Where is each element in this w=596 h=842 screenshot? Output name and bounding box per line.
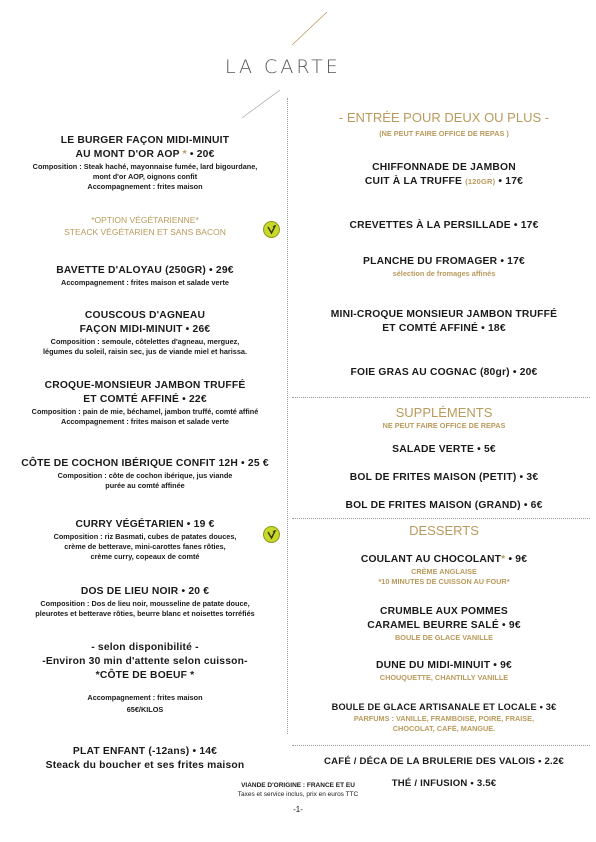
boule-item: [296, 700, 592, 734]
page-number: -1-: [293, 805, 303, 814]
dish-name-line2: FAÇON MIDI-MINUIT • 26€: [79, 324, 211, 335]
dish-name-part: CUIT À LA TRUFFE: [364, 176, 463, 187]
cote-de-boeuf-item: [4, 641, 286, 715]
dish-description: sélection de fromages affinés: [392, 269, 496, 278]
accompaniment: Accompagnement : frites maison: [87, 693, 203, 702]
dish-name: CROQUE-MONSIEUR JAMBON TRUFFÉ: [44, 380, 246, 391]
dish-name: CÔTE DE COCHON IBÉRIQUE CONFIT 12H • 25 €: [21, 458, 269, 469]
croque-item: [4, 379, 286, 427]
dish-description: CHOCOLAT, CAFÉ, MANGUE.: [392, 724, 496, 733]
dish-name-line2: CARAMEL BEURRE SALÉ • 9€: [367, 620, 521, 631]
section-title: DESSERTS: [409, 523, 479, 538]
crevettes-item: [296, 219, 592, 233]
composition: Composition : riz Basmati, cubes de patates douces,: [53, 532, 237, 541]
section-subtitle: NE PEUT FAIRE OFFICE DE REPAS: [382, 421, 506, 430]
composition: crème de betterave, mini-carottes fanes rôties,: [64, 542, 226, 551]
dish-name: BOL DE FRITES MAISON (GRAND) • 6€: [345, 500, 543, 511]
salade-item: [296, 443, 592, 457]
asterisk: *: [182, 149, 187, 160]
accompaniment: Accompagnement : frites maison: [87, 182, 203, 191]
composition: Composition : Steak haché, mayonnaise fumée, lard bigourdane,: [32, 162, 258, 171]
dish-name: MINI-CROQUE MONSIEUR JAMBON TRUFFÉ: [330, 309, 558, 320]
dish-name: *CÔTE DE BOEUF *: [95, 670, 195, 681]
dish-description: PARFUMS : VANILLE, FRAMBOISE, POIRE, FRAISE,: [353, 714, 535, 723]
weight-note: (120GR): [465, 177, 496, 186]
dish-description: BOULE DE GLACE VANILLE: [395, 633, 493, 642]
frites-petit-item: [296, 471, 592, 485]
decorative-diagonal-lines: [240, 10, 340, 120]
composition: Composition : semoule, côtelettes d'agneau, merguez,: [50, 337, 240, 346]
veg-option: [4, 214, 286, 238]
dish-name: COULANT AU CHOCOLANT: [360, 554, 502, 565]
page-title: LA CARTE: [225, 56, 341, 78]
dish-name: THÉ / INFUSION • 3.5€: [391, 778, 497, 789]
origin-note: VIANDE D'ORIGINE : FRANCE ET EU: [241, 782, 355, 789]
curry-item: [4, 518, 286, 562]
composition: crème curry, copeaux de comté: [90, 552, 200, 561]
divider: [292, 745, 590, 746]
couscous-item: [4, 309, 286, 357]
dish-name: DUNE DU MIDI-MINUIT • 9€: [376, 660, 512, 671]
planche-item: [296, 255, 592, 279]
composition: Composition : pain de mie, béchamel, jambon truffé, comté affiné: [31, 407, 259, 416]
dish-description: *10 MINUTES DE CUISSON AU FOUR*: [378, 577, 510, 586]
plat-enfant-item: [4, 745, 286, 773]
composition: purée au comté affinée: [105, 481, 185, 490]
section-subtitle: (NE PEUT FAIRE OFFICE DE REPAS ): [379, 129, 509, 138]
entree-section-title: [296, 110, 592, 139]
dish-name: FOIE GRAS AU COGNAC (80gr) • 20€: [350, 367, 538, 378]
column-divider: [287, 98, 288, 734]
dish-price: • 17€: [498, 176, 524, 187]
mini-croque-item: [296, 308, 592, 336]
dish-name-part: AU MONT D'OR AOP: [75, 149, 180, 160]
cochon-item: [4, 457, 286, 491]
crumble-item: [296, 605, 592, 643]
composition: Composition : Dos de lieu noir, mousseline de patate douce,: [40, 599, 250, 608]
section-title: SUPPLÉMENTS: [395, 405, 493, 420]
dish-description: CHOUQUETTE, CHANTILLY VANILLE: [379, 673, 509, 682]
footer: [180, 781, 416, 814]
burger-item: [4, 134, 286, 192]
dune-item: [296, 659, 592, 683]
dish-name: SALADE VERTE • 5€: [392, 444, 496, 455]
dish-name: PLAT ENFANT (-12ans) • 14€: [72, 746, 218, 757]
divider: [292, 397, 590, 398]
dish-price: 65€/KILOS: [126, 705, 164, 714]
dish-name: COUSCOUS D'AGNEAU: [84, 310, 206, 321]
dish-price: • 9€: [508, 554, 528, 565]
dish-name-line2: ET COMTÉ AFFINÉ • 22€: [83, 394, 207, 405]
dish-name-line2: [4, 148, 286, 162]
composition: Composition : côte de cochon ibérique, jus viande: [57, 471, 233, 480]
chiffonnade-item: [296, 161, 592, 189]
dish-description: CRÈME ANGLAISE: [411, 567, 477, 576]
dish-name: CAFÉ / DÉCA DE LA BRULERIE DES VALOIS • 2.2€: [324, 756, 564, 767]
cafe-item: [296, 755, 592, 769]
dish-name: CHIFFONNADE DE JAMBON: [372, 162, 516, 173]
composition: mont d'or AOP, oignons confit: [92, 172, 198, 181]
section-title: - ENTRÉE POUR DEUX OU PLUS -: [338, 110, 550, 125]
dish-name: BAVETTE D'ALOYAU (250GR) • 29€: [56, 265, 234, 276]
divider: [292, 518, 590, 519]
veg-option-line1: *OPTION VÉGÉTARIENNE*: [91, 215, 199, 225]
availability-note: - selon disponibilité -: [91, 642, 199, 653]
supplements-section-title: [296, 405, 592, 431]
lieu-item: [4, 585, 286, 619]
dish-name-line2: ET COMTÉ AFFINÉ • 18€: [382, 323, 506, 334]
dish-price: • 20€: [189, 149, 215, 160]
dish-name: CRUMBLE AUX POMMES: [380, 606, 508, 617]
vegetarian-badge-icon: [263, 221, 280, 238]
dish-name: CURRY VÉGÉTARIEN • 19 €: [75, 519, 215, 530]
asterisk: *: [501, 554, 506, 565]
bavette-item: [4, 264, 286, 288]
frites-grand-item: [296, 499, 592, 513]
waiting-note: -Environ 30 min d'attente selon cuisson-: [42, 656, 248, 667]
dish-name: BOULE DE GLACE ARTISANALE ET LOCALE • 3€: [331, 702, 557, 712]
coulant-item: [296, 553, 592, 587]
dish-name: LE BURGER FAÇON MIDI-MINUIT: [60, 135, 230, 146]
dish-name: CREVETTES À LA PERSILLADE • 17€: [349, 220, 539, 231]
composition: légumes du soleil, raisin sec, jus de viande miel et harissa.: [43, 347, 247, 356]
foie-gras-item: [296, 366, 592, 380]
veg-option-line2: STEACK VÉGÉTARIEN ET SANS BACON: [64, 227, 226, 237]
vegetarian-badge-icon: [263, 526, 280, 543]
desserts-section-title: [296, 523, 592, 539]
dish-name: BOL DE FRITES MAISON (PETIT) • 3€: [349, 472, 539, 483]
composition: pleurotes et betterave rôties, beurre blanc et noisettes torréfiés: [35, 609, 255, 618]
tax-note: Taxes et service inclus, prix en euros TTC: [237, 791, 359, 798]
accompaniment: Accompagnement : frites maison et salade verte: [61, 278, 229, 287]
dish-name-line: [296, 553, 592, 567]
dish-description: Steack du boucher et ses frites maison: [45, 760, 245, 771]
dish-name: PLANCHE DU FROMAGER • 17€: [363, 256, 525, 267]
dish-name-line2: [296, 175, 592, 189]
dish-name: DOS DE LIEU NOIR • 20 €: [80, 586, 210, 597]
accompaniment: Accompagnement : frites maison et salade verte: [61, 417, 229, 426]
